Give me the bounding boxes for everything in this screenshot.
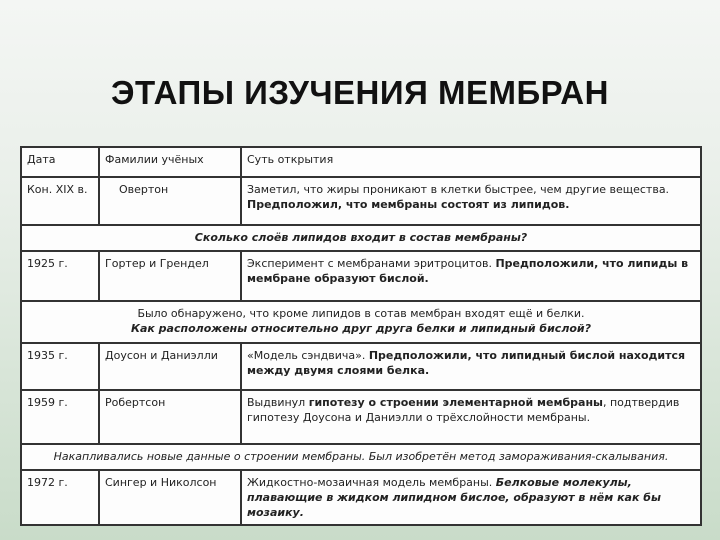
- question-text: Как расположены относительно друг друга белки и липидный бислой?: [130, 322, 592, 335]
- names-cell: Сингер и Николсон: [99, 470, 241, 525]
- note-row-freeze-fracture: [21, 444, 701, 470]
- date-cell: Кон. XIX в.: [21, 177, 99, 225]
- table-row-dawson: [21, 343, 701, 390]
- names-cell: Робертсон: [99, 390, 241, 444]
- question-row-1: [21, 225, 701, 251]
- note-row-proteins: [21, 301, 701, 343]
- membrane-study-table: [20, 146, 702, 526]
- slide-title: ЭТАПЫ ИЗУЧЕНИЯ МЕМБРАН: [111, 74, 609, 111]
- header-essence: Суть открытия: [241, 147, 701, 177]
- essence-cell: [241, 343, 701, 390]
- essence-text-end: , подтвердив гипотезу Доусона и Даниэлли о трёхслойности мембраны.: [247, 396, 680, 424]
- question-text: Сколько слоёв липидов входит в состав мембраны?: [21, 225, 701, 251]
- essence-conclusion: Предположили, что липиды в мембране образуют бислой.: [247, 257, 689, 285]
- essence-conclusion: Предположили, что липидный бислой находится между двумя слоями белка.: [247, 349, 686, 377]
- essence-text: «Модель сэндвича».: [247, 349, 366, 362]
- essence-text: Эксперимент с мембранами эритроцитов.: [247, 257, 492, 270]
- table-header-row: [21, 147, 701, 177]
- date-cell: 1959 г.: [21, 390, 99, 444]
- essence-text: Жидкостно-мозаичная модель мембраны.: [247, 476, 493, 489]
- date-cell: 1935 г.: [21, 343, 99, 390]
- names-cell: Доусон и Даниэлли: [99, 343, 241, 390]
- essence-text: Заметил, что жиры проникают в клетки быстрее, чем другие вещества.: [247, 183, 670, 196]
- essence-highlight: гипотезу о строении элементарной мембраны: [308, 396, 603, 409]
- table-row-singer: [21, 470, 701, 525]
- essence-conclusion: Белковые молекулы, плавающие в жидком липидном бислое, образуют в нём как бы мозаику.: [247, 476, 661, 519]
- note-text: Было обнаружено, что кроме липидов в сотав мембран входят ещё и белки.: [137, 307, 585, 320]
- table-row-gorter: [21, 251, 701, 301]
- header-date: Дата: [21, 147, 99, 177]
- names-cell: Гортер и Грендел: [99, 251, 241, 301]
- table-row-robertson: [21, 390, 701, 444]
- essence-conclusion: Предположил, что мембраны состоят из липидов.: [247, 198, 570, 211]
- essence-text: Выдвинул: [247, 396, 306, 409]
- essence-cell: [241, 251, 701, 301]
- date-cell: 1925 г.: [21, 251, 99, 301]
- table-row-overton: [21, 177, 701, 225]
- essence-cell: [241, 390, 701, 444]
- date-cell: 1972 г.: [21, 470, 99, 525]
- names-text: Овертон: [119, 183, 169, 196]
- essence-cell: [241, 177, 701, 225]
- note-text: Накапливались новые данные о строении мембраны. Был изобретён метод замораживания-скалывания.: [21, 444, 701, 470]
- note-cell: [21, 301, 701, 343]
- essence-cell: [241, 470, 701, 525]
- header-names: Фамилии учёных: [99, 147, 241, 177]
- names-cell: [99, 177, 241, 225]
